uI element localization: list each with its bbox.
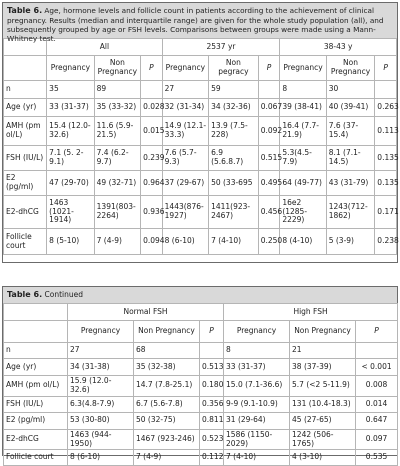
table-caption-text: Age, hormone levels and follicle count in patients according to the achievement of clinical pregnancy. Results (median and interquartile range) are given for the whole study population (all), and subsequently grouped by age or FSH levels. Comparisons between groups were made using a Mann-Whitney test. <box>7 6 384 44</box>
table-cell: 8 (6-10) <box>162 229 208 255</box>
table-cell: 4 (3-10) <box>290 450 356 466</box>
table-cell: 35 (33-32) <box>94 99 140 117</box>
table-cell: 43 (31-79) <box>326 171 375 196</box>
table-cell: 1411(923-2467) <box>209 196 259 229</box>
table-cell: 0.515 <box>258 146 280 171</box>
table-cell: 35 (32-38) <box>134 359 200 376</box>
table-row <box>4 117 397 146</box>
table-cell: 0.250 <box>258 229 280 255</box>
column-header: Pregnancy <box>162 56 208 81</box>
table-row <box>4 396 398 412</box>
group-header: All <box>47 39 162 56</box>
column-header-row <box>4 56 397 81</box>
table-cell: 7 (4-9) <box>134 450 200 466</box>
table-cell: 1243(712-1862) <box>326 196 375 229</box>
table-row <box>4 81 397 99</box>
table-cell: 13.9 (7.5-228) <box>209 117 259 146</box>
group-header: 2537 yr <box>162 39 280 56</box>
table-cell: 7 (4-10) <box>209 229 259 255</box>
column-header: Non pegracy <box>209 56 259 81</box>
table-cell: 1443(876-1927) <box>162 196 208 229</box>
table-row <box>4 429 398 450</box>
table-cell: 0.456 <box>258 196 280 229</box>
table-cell: 0.263 <box>375 99 397 117</box>
table-cell: 7.6 (37-15.4) <box>326 117 375 146</box>
table-cell: 7 (4-10) <box>224 450 290 466</box>
table-cell: 0.112 <box>200 450 224 466</box>
table-cell: 33 (31-37) <box>47 99 94 117</box>
column-header: Non Pregnancy <box>94 56 140 81</box>
table-6-continued-block <box>2 286 398 462</box>
column-header-row <box>4 321 398 343</box>
table-cell: 49 (32-71) <box>94 171 140 196</box>
table-cell: 0.171 <box>375 196 397 229</box>
row-label: AMH (pm ol/L) <box>4 117 47 146</box>
table-cell: 0.014 <box>356 396 398 412</box>
table-cell: 5 (3-9) <box>326 229 375 255</box>
table-cell <box>356 343 398 359</box>
table-cell: 0.094 <box>141 229 163 255</box>
row-label: FSH (IU/L) <box>4 396 68 412</box>
row-label: Age (yr) <box>4 359 68 376</box>
table-cell: 0.135 <box>375 146 397 171</box>
table-cell: 1463 (944-1950) <box>68 429 134 450</box>
group-header: 38-43 y <box>280 39 397 56</box>
table-cell: 47 (29-70) <box>47 171 94 196</box>
table-cell: 8 (4-10) <box>280 229 326 255</box>
table-cell: 0.015 <box>141 117 163 146</box>
table-cell: 34 (31-38) <box>68 359 134 376</box>
table-cell: 0.092 <box>258 117 280 146</box>
column-header: Pregnancy <box>68 321 134 343</box>
table-caption <box>3 3 397 44</box>
column-header: P <box>141 56 163 81</box>
table-row <box>4 376 398 397</box>
table-cell: 27 <box>162 81 208 99</box>
table-cell: 68 <box>134 343 200 359</box>
table-cell: 0.067 <box>258 99 280 117</box>
column-header: P <box>200 321 224 343</box>
column-header: P <box>258 56 280 81</box>
table-row <box>4 171 397 196</box>
table-cell: < 0.001 <box>356 359 398 376</box>
table-cell: 5.7 (<2 5-11.9) <box>290 376 356 397</box>
table-cell: 8 <box>280 81 326 99</box>
results-table <box>3 38 397 255</box>
table-row <box>4 196 397 229</box>
table-cell: 40 (39-41) <box>326 99 375 117</box>
table-cell: 50 (33-695 <box>209 171 259 196</box>
table-row <box>4 229 397 255</box>
table-cell: 1463 (1021-1914) <box>47 196 94 229</box>
table-cell: 8 (5-10) <box>47 229 94 255</box>
table-cell: 37 (29-67) <box>162 171 208 196</box>
table-row <box>4 99 397 117</box>
table-row <box>4 412 398 429</box>
table-row <box>4 343 398 359</box>
row-label: FSH (IU/L) <box>4 146 47 171</box>
table-cell: 0.964 <box>141 171 163 196</box>
table-cell: 7.6 (5.7-9.3) <box>162 146 208 171</box>
row-label: n <box>4 81 47 99</box>
table-cell: 1242 (506-1765) <box>290 429 356 450</box>
group-header-row <box>4 304 398 321</box>
table-cell: 0.523 <box>200 429 224 450</box>
table-cell: 0.135 <box>375 171 397 196</box>
table-cell: 0.097 <box>356 429 398 450</box>
column-header: P <box>356 321 398 343</box>
header-corner <box>4 56 47 81</box>
table-cell: 34 (32-36) <box>209 99 259 117</box>
table-cell: 9-9 (9.1-10.9) <box>224 396 290 412</box>
table-cell: 11.6 (5.9-21.5) <box>94 117 140 146</box>
row-label: E2-dhCG <box>4 429 68 450</box>
table-cell: 1467 (923-246) <box>134 429 200 450</box>
table-cell: 16e2 (1285-2229) <box>280 196 326 229</box>
table-cell: 0.513 <box>200 359 224 376</box>
table-cell: 0.239 <box>141 146 163 171</box>
column-header: Pregnancy <box>280 56 326 81</box>
table-cell: 32 (31-34) <box>162 99 208 117</box>
group-header: High FSH <box>224 304 398 321</box>
group-header: Normal FSH <box>68 304 224 321</box>
row-label: Age (yr) <box>4 99 47 117</box>
column-header: P <box>375 56 397 81</box>
header-corner <box>4 321 68 343</box>
table-cell: 0.356 <box>200 396 224 412</box>
table-cell: 8 <box>224 343 290 359</box>
table-label: Table 6. <box>7 290 43 299</box>
row-label: n <box>4 343 68 359</box>
table-cell: 0.811 <box>200 412 224 429</box>
column-header: Pregnancy <box>224 321 290 343</box>
column-header: Non Pregnancy <box>134 321 200 343</box>
table-cell: 50 (32-75) <box>134 412 200 429</box>
row-label: E2 (pg/ml) <box>4 412 68 429</box>
table-6-block <box>2 2 398 263</box>
column-header: Non Pregnancy <box>326 56 375 81</box>
table-cell: 0.535 <box>356 450 398 466</box>
table-cell: 0.647 <box>356 412 398 429</box>
table-cell <box>375 81 397 99</box>
table-cell: 1586 (1150-2029) <box>224 429 290 450</box>
table-cell: 33 (31-37) <box>224 359 290 376</box>
continued-table <box>3 303 398 466</box>
table-cell: 16.4 (7.7-21.9) <box>280 117 326 146</box>
table-cell: 0.113 <box>375 117 397 146</box>
table-cell <box>258 81 280 99</box>
row-label: E2-dhCG <box>4 196 47 229</box>
table-cell: 53 (30-80) <box>68 412 134 429</box>
table-caption-text: Continued <box>42 290 83 299</box>
table-cell: 38 (37-39) <box>290 359 356 376</box>
table-cell: 30 <box>326 81 375 99</box>
table-cell: 35 <box>47 81 94 99</box>
group-header-row <box>4 39 397 56</box>
table-cell: 5.3(4.5-7.9) <box>280 146 326 171</box>
table-cell: 15.4 (12.0-32.6) <box>47 117 94 146</box>
table-cell: 8 (6-10) <box>68 450 134 466</box>
table-cell: 0.238 <box>375 229 397 255</box>
table-cell: 0.180 <box>200 376 224 397</box>
column-header: Pregnancy <box>47 56 94 81</box>
table-cell: 8.1 (7.1-14.5) <box>326 146 375 171</box>
table-cell: 131 (10.4-18.3) <box>290 396 356 412</box>
row-label: Follicle court <box>4 450 68 466</box>
table-cell <box>141 81 163 99</box>
table-cell <box>200 343 224 359</box>
table-cell: 15.9 (12.0-32.6) <box>68 376 134 397</box>
table-row <box>4 359 398 376</box>
table-cell: 89 <box>94 81 140 99</box>
table-cell: 64 (49-77) <box>280 171 326 196</box>
table-cell: 7.1 (5. 2-9.1) <box>47 146 94 171</box>
table-cell: 7 (4-9) <box>94 229 140 255</box>
table-cell: 39 (38-41) <box>280 99 326 117</box>
table-cell: 6.3(4.8-7.9) <box>68 396 134 412</box>
row-label: Follicle court <box>4 229 47 255</box>
table-cell: 6.9 (5.6.8.7) <box>209 146 259 171</box>
table-cell: 31 (29-64) <box>224 412 290 429</box>
table-caption <box>3 287 397 303</box>
row-label: E2 (pg/ml) <box>4 171 47 196</box>
table-cell: 21 <box>290 343 356 359</box>
header-corner <box>4 304 68 321</box>
table-row <box>4 146 397 171</box>
table-cell: 0.028 <box>141 99 163 117</box>
table-cell: 45 (27-65) <box>290 412 356 429</box>
table-cell: 7.4 (6.2-9.7) <box>94 146 140 171</box>
table-cell: 0.936 <box>141 196 163 229</box>
table-cell: 0.008 <box>356 376 398 397</box>
table-cell: 59 <box>209 81 259 99</box>
table-cell: 1391(803-2264) <box>94 196 140 229</box>
table-cell: 27 <box>68 343 134 359</box>
table-cell: 0.495 <box>258 171 280 196</box>
table-label: Table 6. <box>7 6 43 15</box>
table-cell: 6.7 (5.6-7.8) <box>134 396 200 412</box>
column-header: Non Pregnancy <box>290 321 356 343</box>
table-cell: 14.7 (7.8-25.1) <box>134 376 200 397</box>
table-cell: 15.0 (7.1-36.6) <box>224 376 290 397</box>
table-cell: 14.9 (12.1-33.3) <box>162 117 208 146</box>
row-label: AMH (pm ol/L) <box>4 376 68 397</box>
